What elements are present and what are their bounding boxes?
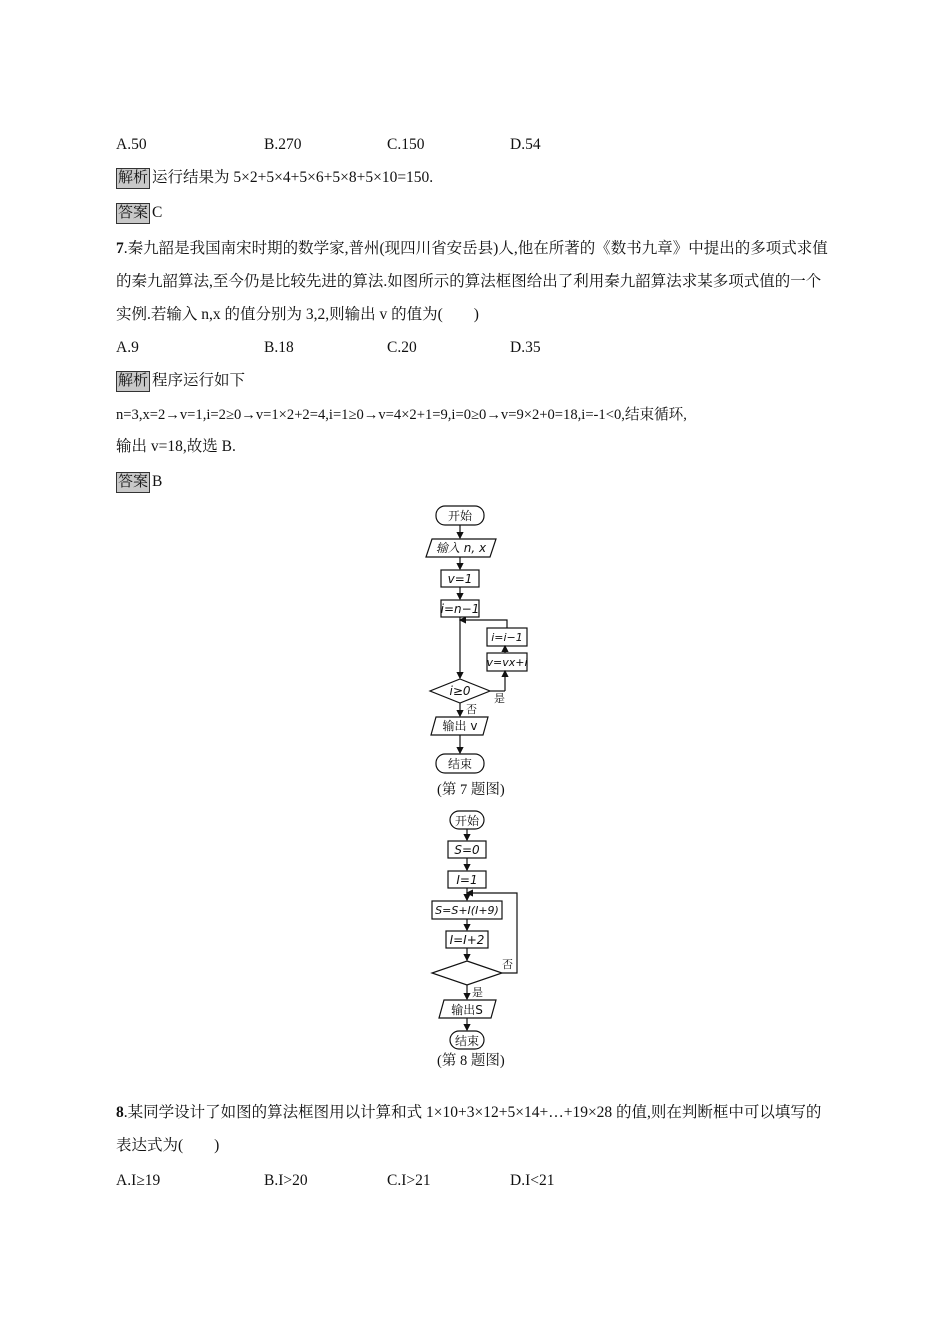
q8-stem xyxy=(116,1096,832,1162)
q6-answer-tag: 答案 xyxy=(116,203,150,224)
q7-end-label: 结束 xyxy=(447,757,473,771)
q7-answer xyxy=(116,471,162,493)
q6-answer-text: C xyxy=(152,204,163,221)
q7-option-b: B.18 xyxy=(264,339,294,356)
q6-option-c: C.150 xyxy=(387,136,425,153)
q8-option-b: B.I>20 xyxy=(264,1172,308,1189)
q8-iinit-label: I=1 xyxy=(456,873,478,887)
q7-iinit-label: i=n−1 xyxy=(440,602,480,616)
q8-output-label: 输出S xyxy=(451,1003,483,1017)
q6-analysis-tag: 解析 xyxy=(116,168,150,189)
q7-no-label: 否 xyxy=(466,703,477,716)
q8-flowchart xyxy=(410,805,560,1053)
q8-end-label: 结束 xyxy=(454,1034,480,1048)
q6-answer xyxy=(116,202,162,224)
q8-option-a: A.I≥19 xyxy=(116,1172,161,1189)
q8-sinit-label: S=0 xyxy=(454,843,480,857)
q7-analysis-line1: n=3,x=2→v=1,i=2≥0→v=1×2+2=4,i=1≥0→v=4×2+1=9,i=0≥0→v=9×2+0=18,i=-1<0,结束循环, xyxy=(116,407,687,423)
q7-input-label: 输入 n, x xyxy=(435,541,487,555)
q7-analysis-line2: 输出 v=18,故选 B. xyxy=(116,438,236,455)
q7-option-d: D.35 xyxy=(510,339,541,356)
q7-stem-text: .秦九韶是我国南宋时期的数学家,普州(现四川省安岳县)人,他在所著的《数书九章》中提出的多项式求值的秦九韶算法,至今仍是比较先进的算法.如图所示的算法框图给出了利用秦九韶算法求某多项式值的一个实例.若输入 n,x 的值分别为 3,2,则输出 v 的值为( ) xyxy=(116,240,828,323)
q7-update-i-label: i=i−1 xyxy=(491,631,523,644)
q7-option-c: C.20 xyxy=(387,339,417,356)
q8-number: 8 xyxy=(116,1104,124,1121)
q7-number: 7 xyxy=(116,240,124,257)
q8-stem-text: .某同学设计了如图的算法框图用以计算和式 1×10+3×12+5×14+…+19×28 的值,则在判断框中可以填写的表达式为( ) xyxy=(116,1104,822,1154)
q7-yes-label: 是 xyxy=(494,692,505,705)
q8-yes-label: 是 xyxy=(472,986,483,999)
q7-analysis-tag: 解析 xyxy=(116,371,150,392)
q7-analysis-intro: 程序运行如下 xyxy=(152,372,246,389)
q7-answer-tag: 答案 xyxy=(116,472,150,493)
q6-analysis xyxy=(116,167,433,189)
q7-answer-text: B xyxy=(152,473,163,490)
q7-start-label: 开始 xyxy=(447,509,473,523)
q6-analysis-text: 运行结果为 5×2+5×4+5×6+5×8+5×10=150. xyxy=(152,169,434,186)
q7-condition-label: i≥0 xyxy=(449,684,471,698)
q7-option-a: A.9 xyxy=(116,339,139,356)
q7-analysis-head xyxy=(116,370,245,392)
q8-condition-diamond xyxy=(432,961,502,985)
q8-no-label: 否 xyxy=(502,958,513,971)
q7-stem xyxy=(116,232,832,331)
q6-option-b: B.270 xyxy=(264,136,302,153)
q7-figure-caption: (第 7 题图) xyxy=(437,782,505,798)
q8-update-s-label: S=S+I(I+9) xyxy=(435,904,499,917)
q8-figure-caption: (第 8 题图) xyxy=(437,1053,505,1069)
q8-option-d: D.I<21 xyxy=(510,1172,555,1189)
q7-update-v-label: v=vx+i xyxy=(486,656,528,669)
q7-output-label: 输出 v xyxy=(442,719,478,733)
q7-vinit-label: v=1 xyxy=(447,572,473,586)
q8-start-label: 开始 xyxy=(454,814,480,828)
q8-option-c: C.I>21 xyxy=(387,1172,431,1189)
q8-update-i-label: I=I+2 xyxy=(449,933,485,947)
q6-option-d: D.54 xyxy=(510,136,541,153)
q6-option-a: A.50 xyxy=(116,136,147,153)
q7-flowchart xyxy=(410,500,560,782)
